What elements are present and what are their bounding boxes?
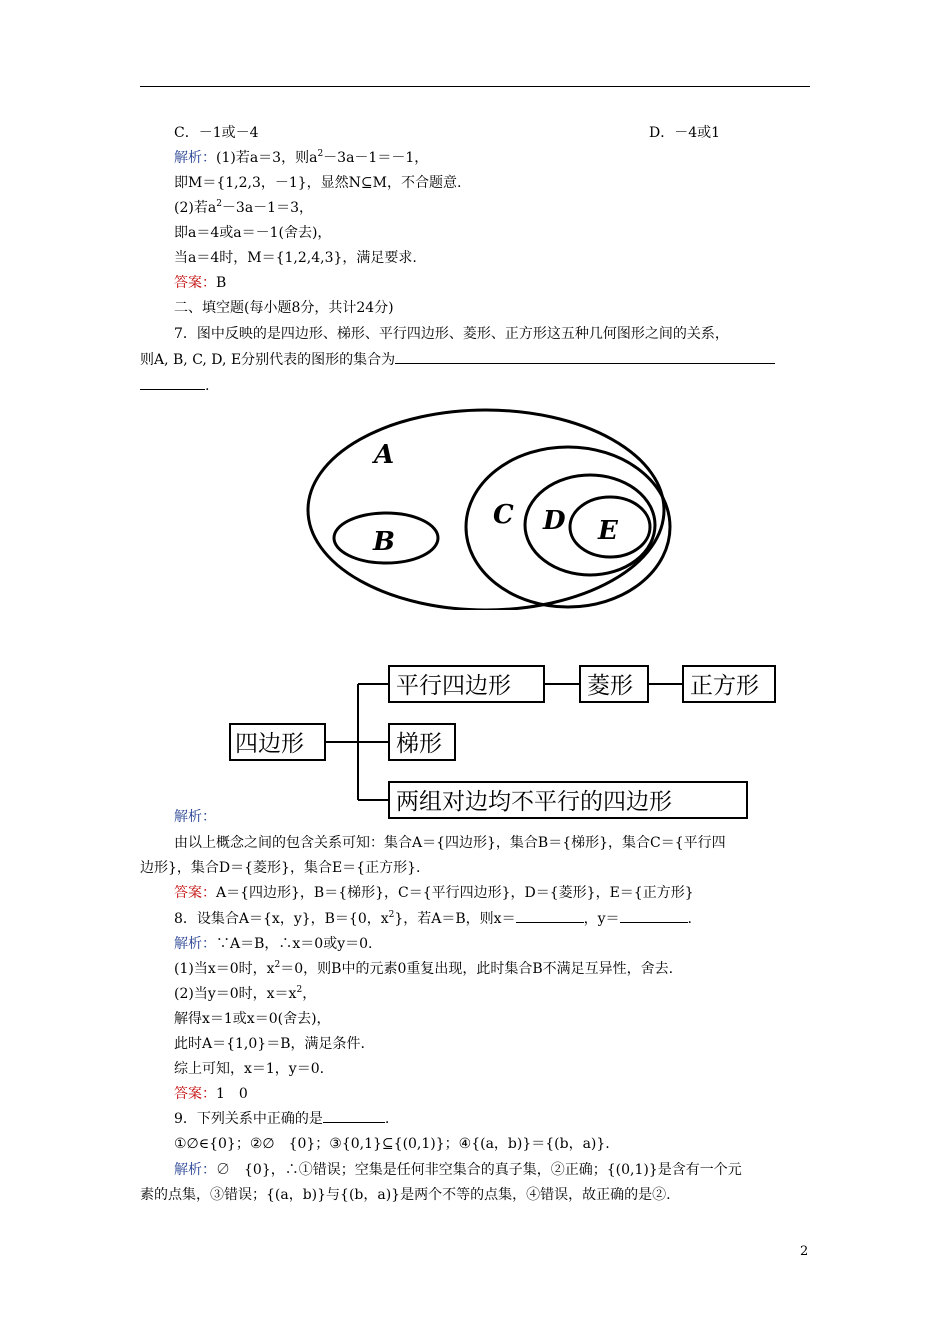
analysis-label: 解析：: [174, 150, 216, 166]
q7-answer: 答案：A＝{四边形}，B＝{梯形}，C＝{平行四边形}，D＝{菱形}，E＝{正方形}: [174, 885, 694, 901]
q9-analysis-line-2: 素的点集，③错误；{(a，b)}与{(b，a)}是两个不等的点集，④错误，故正确的是②.: [140, 1187, 671, 1203]
q8-analysis-line-5: 此时A＝{1,0}＝B，满足条件.: [174, 1036, 365, 1052]
blank-y[interactable]: [620, 908, 688, 923]
q7-analysis-label: 解析：: [174, 809, 216, 825]
venn-label-a: A: [374, 440, 395, 470]
answer-label: 答案：: [174, 275, 216, 291]
q7-stem-line-3: .: [140, 375, 815, 397]
answer-blank[interactable]: [395, 349, 775, 364]
q7-stem-line-2: 则A, B, C, D, E分别代表的图形的集合为: [140, 349, 815, 371]
concept-diagram: [225, 660, 785, 820]
label-rhombus: 菱形: [587, 673, 633, 699]
label-square: 正方形: [690, 673, 759, 699]
page-number: 2: [800, 1244, 809, 1259]
q6-analysis-line-5: 当a＝4时，M＝{1,2,4,3}，满足要求.: [174, 250, 417, 266]
venn-label-c: C: [493, 500, 514, 530]
q6-analysis-line-3: (2)若$a^2-3a-1=3$，: [174, 199, 313, 216]
q7-analysis-line-2: 边形}，集合D＝{菱形}，集合E＝{正方形}.: [140, 860, 421, 876]
venn-set-a: [308, 410, 664, 610]
venn-diagram: [300, 405, 675, 610]
venn-label-b: B: [373, 527, 395, 557]
q8-stem: 8．设集合A＝{x，y}，B＝{0，$x^2$}，若A＝B，则x＝ ，y＝ .: [174, 910, 692, 927]
q8-analysis-line-6: 综上可知，x＝1，y＝0.: [174, 1061, 325, 1077]
blank-q9[interactable]: [323, 1108, 385, 1123]
section-heading: 二、填空题(每小题8分，共计24分): [174, 300, 394, 316]
header-rule: [140, 86, 810, 87]
q9-stem: 9．下列关系中正确的是 .: [140, 1108, 815, 1130]
option-c: C．－1或－4: [174, 125, 259, 141]
q9-options: ①∅∈{0}；②∅ {0}；③{0,1}⊆{(0,1)}；④{(a，b)}＝{(b，a)}.: [174, 1136, 610, 1152]
q8-analysis-line-1: 解析：∵A＝B，∴x＝0或y＝0.: [174, 936, 373, 952]
q8-analysis-line-3: (2)当y＝0时，$x=x^2$，: [174, 985, 317, 1002]
option-d: D．－4或1: [649, 125, 721, 141]
label-quadrilateral: 四边形: [235, 731, 304, 757]
label-parallelogram: 平行四边形: [396, 673, 511, 699]
q8-analysis-line-4: 解得x＝1或x＝0(舍去)，: [174, 1011, 331, 1027]
q9-analysis-line-1: 解析：∅ {0}，∴①错误；空集是任何非空集合的真子集，②正确；{(0,1)}是含有一个元: [174, 1162, 742, 1178]
label-trapezoid: 梯形: [396, 731, 442, 757]
answer-blank-cont[interactable]: [140, 375, 205, 390]
venn-label-e: E: [598, 516, 618, 546]
q6-analysis-line-1: 解析：(1)若a＝3，则$a^2-3a-1=-1$，: [174, 149, 429, 166]
q6-analysis-line-2: 即M＝{1,2,3，－1}，显然N⊆M，不合题意.: [174, 175, 462, 191]
q8-answer: 答案：1 0: [174, 1086, 248, 1102]
q6-options: [140, 122, 815, 144]
venn-label-d: D: [543, 506, 566, 536]
q6-analysis-line-4: 即a＝4或a＝－1(舍去)，: [174, 225, 332, 241]
q7-stem-line-1: 7．图中反映的是四边形、梯形、平行四边形、菱形、正方形这五种几何图形之间的关系，: [174, 326, 729, 342]
label-other: 两组对边均不平行的四边形: [396, 789, 672, 815]
q8-analysis-line-2: (1)当x＝0时，$x^2=0$，则B中的元素0重复出现，此时集合B不满足互异性，舍去.: [174, 960, 674, 977]
blank-x[interactable]: [516, 908, 584, 923]
q6-answer: 答案：B: [174, 275, 227, 291]
q7-analysis-line-1: 由以上概念之间的包含关系可知：集合A＝{四边形}，集合B＝{梯形}，集合C＝{平行四: [174, 835, 726, 851]
